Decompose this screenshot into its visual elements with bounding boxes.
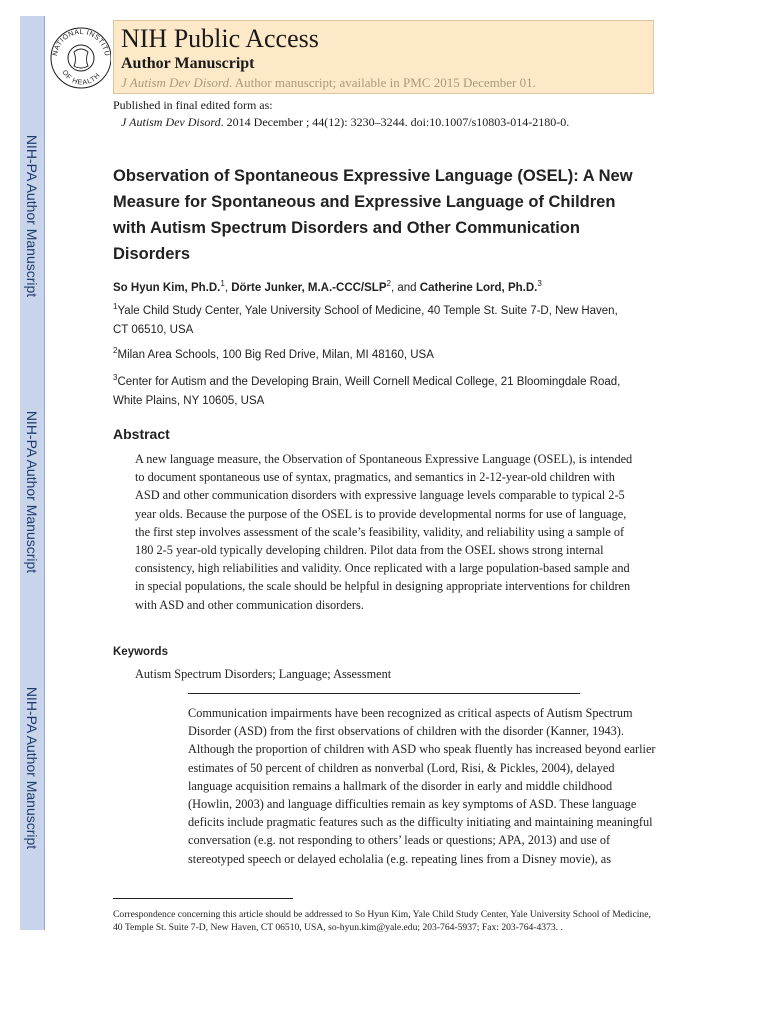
affiliation-2 <box>113 346 633 365</box>
sidebar-label-3: NIH-PA Author Manuscript <box>24 686 40 850</box>
affiliation-text: Center for Autism and the Developing Brain, Weill Cornell Medical College, 21 Bloomingdale Road, White Plains, NY 10605, USA <box>113 376 621 407</box>
abstract-text: A new language measure, the Observation of Spontaneous Expressive Language (OSEL), is intended to document spontaneous use of syntax, pragmatics, and semantics in 2-12-year-old children with ASD and other communication disorders with expressive language levels comparable to typical 2-5 year olds. Because the purpose of the OSEL is to provide developmental norms for use of language, the first step involves assessment of the scale’s feasibility, validity, and reliability using a sample of 180 2-5 year-old typically developing children. Pilot data from the OSEL shows strong internal consistency, high reliabilities and validity. Once replicated with a large population-based sample and in special populations, the scale should be helpful in designing appropriate interventions for children with ASD and other communication disorders. <box>135 452 633 612</box>
published-in <box>113 97 569 131</box>
author-name: Dörte Junker, M.A.-CCC/SLP <box>231 282 387 294</box>
affiliation-sup: 3 <box>113 373 118 383</box>
affiliation-sup: 1 <box>113 302 118 312</box>
sidebar-label-1: NIH-PA Author Manuscript <box>24 134 40 298</box>
abstract-heading: Abstract <box>113 426 170 442</box>
author-sep: , and <box>390 282 420 294</box>
affiliation-text: Milan Area Schools, 100 Big Red Drive, Milan, MI 48160, USA <box>117 349 434 361</box>
sidebar-label-2: NIH-PA Author Manuscript <box>24 410 40 574</box>
author-name: Catherine Lord, Ph.D. <box>419 282 538 294</box>
header-availability-text: . Author manuscript; available in PMC 2015 December 01. <box>228 75 536 90</box>
header-subtitle: Author Manuscript <box>121 55 255 72</box>
manuscript-sidebar <box>20 16 45 930</box>
author-sup: 3 <box>537 279 542 289</box>
article-title: Observation of Spontaneous Expressive Language (OSEL): A New Measure for Spontaneous and Expressive Language of Children with Autism Spectrum Disorders and Other Communication Disorders <box>113 167 633 263</box>
published-citation-text: . 2014 December ; 44(12): 3230–3244. doi:10.1007/s10803-014-2180-0. <box>220 115 570 129</box>
author-sup: 2 <box>386 279 391 289</box>
header-availability <box>121 74 653 92</box>
keywords-text: Autism Spectrum Disorders; Language; Assessment <box>135 667 392 681</box>
nih-public-access-header <box>113 20 654 94</box>
section-divider <box>188 693 580 694</box>
correspondence-footnote: Correspondence concerning this article should be addressed to So Hyun Kim, Yale Child Study Center, Yale University School of Medicine, 40 Temple St. Suite 7-D, New Haven, CT 06510, USA, so-hyun.kim@yale.edu; 203-764-5937; Fax: 203-764-4373. . <box>113 909 651 933</box>
published-journal: J Autism Dev Disord <box>121 115 221 129</box>
affiliation-text: Yale Child Study Center, Yale University School of Medicine, 40 Temple St. Suite 7-D, New Haven, CT 06510, USA <box>113 305 618 336</box>
nih-seal-icon <box>47 18 111 92</box>
author-list <box>113 279 542 294</box>
author-sep: , <box>224 282 232 294</box>
svg-text:NATIONAL INSTITUTES: NATIONAL INSTITU <box>52 28 111 58</box>
author-sup: 1 <box>220 279 225 289</box>
affiliation-3 <box>113 373 633 411</box>
header-title: NIH Public Access <box>121 24 319 53</box>
affiliation-sup: 2 <box>113 346 118 356</box>
published-citation <box>113 114 569 131</box>
keywords-heading: Keywords <box>113 646 168 658</box>
author-name: So Hyun Kim, Ph.D. <box>113 282 221 294</box>
footnote-divider <box>113 898 293 899</box>
affiliation-1 <box>113 302 633 340</box>
nih-logo <box>47 18 111 92</box>
svg-text:OF HEALTH: OF HEALTH <box>60 69 103 87</box>
published-label: Published in final edited form as: <box>113 98 273 112</box>
body-paragraph: Communication impairments have been recognized as critical aspects of Autism Spectrum Disorder (ASD) from the first observations of children with the disorder (Kanner, 1943). Although the proportion of children with ASD who speak fluently has increased beyond earlier estimates of 50 percent of children as nonverbal (Lord, Risi, & Pickles, 2004), delayed language acquisition remains a hallmark of the disorder in early and middle childhood (Howlin, 2003) and language difficulties remain as key symptoms of ASD. These language deficits include pragmatic features such as the difficulty initiating and maintaining meaningful conversation (e.g. not responding to others’ leads or questions; APA, 2013) and use of stereotyped speech or delayed echolalia (e.g. repeating lines from a Disney movie), as <box>188 706 656 866</box>
header-journal: J Autism Dev Disord <box>121 75 229 90</box>
